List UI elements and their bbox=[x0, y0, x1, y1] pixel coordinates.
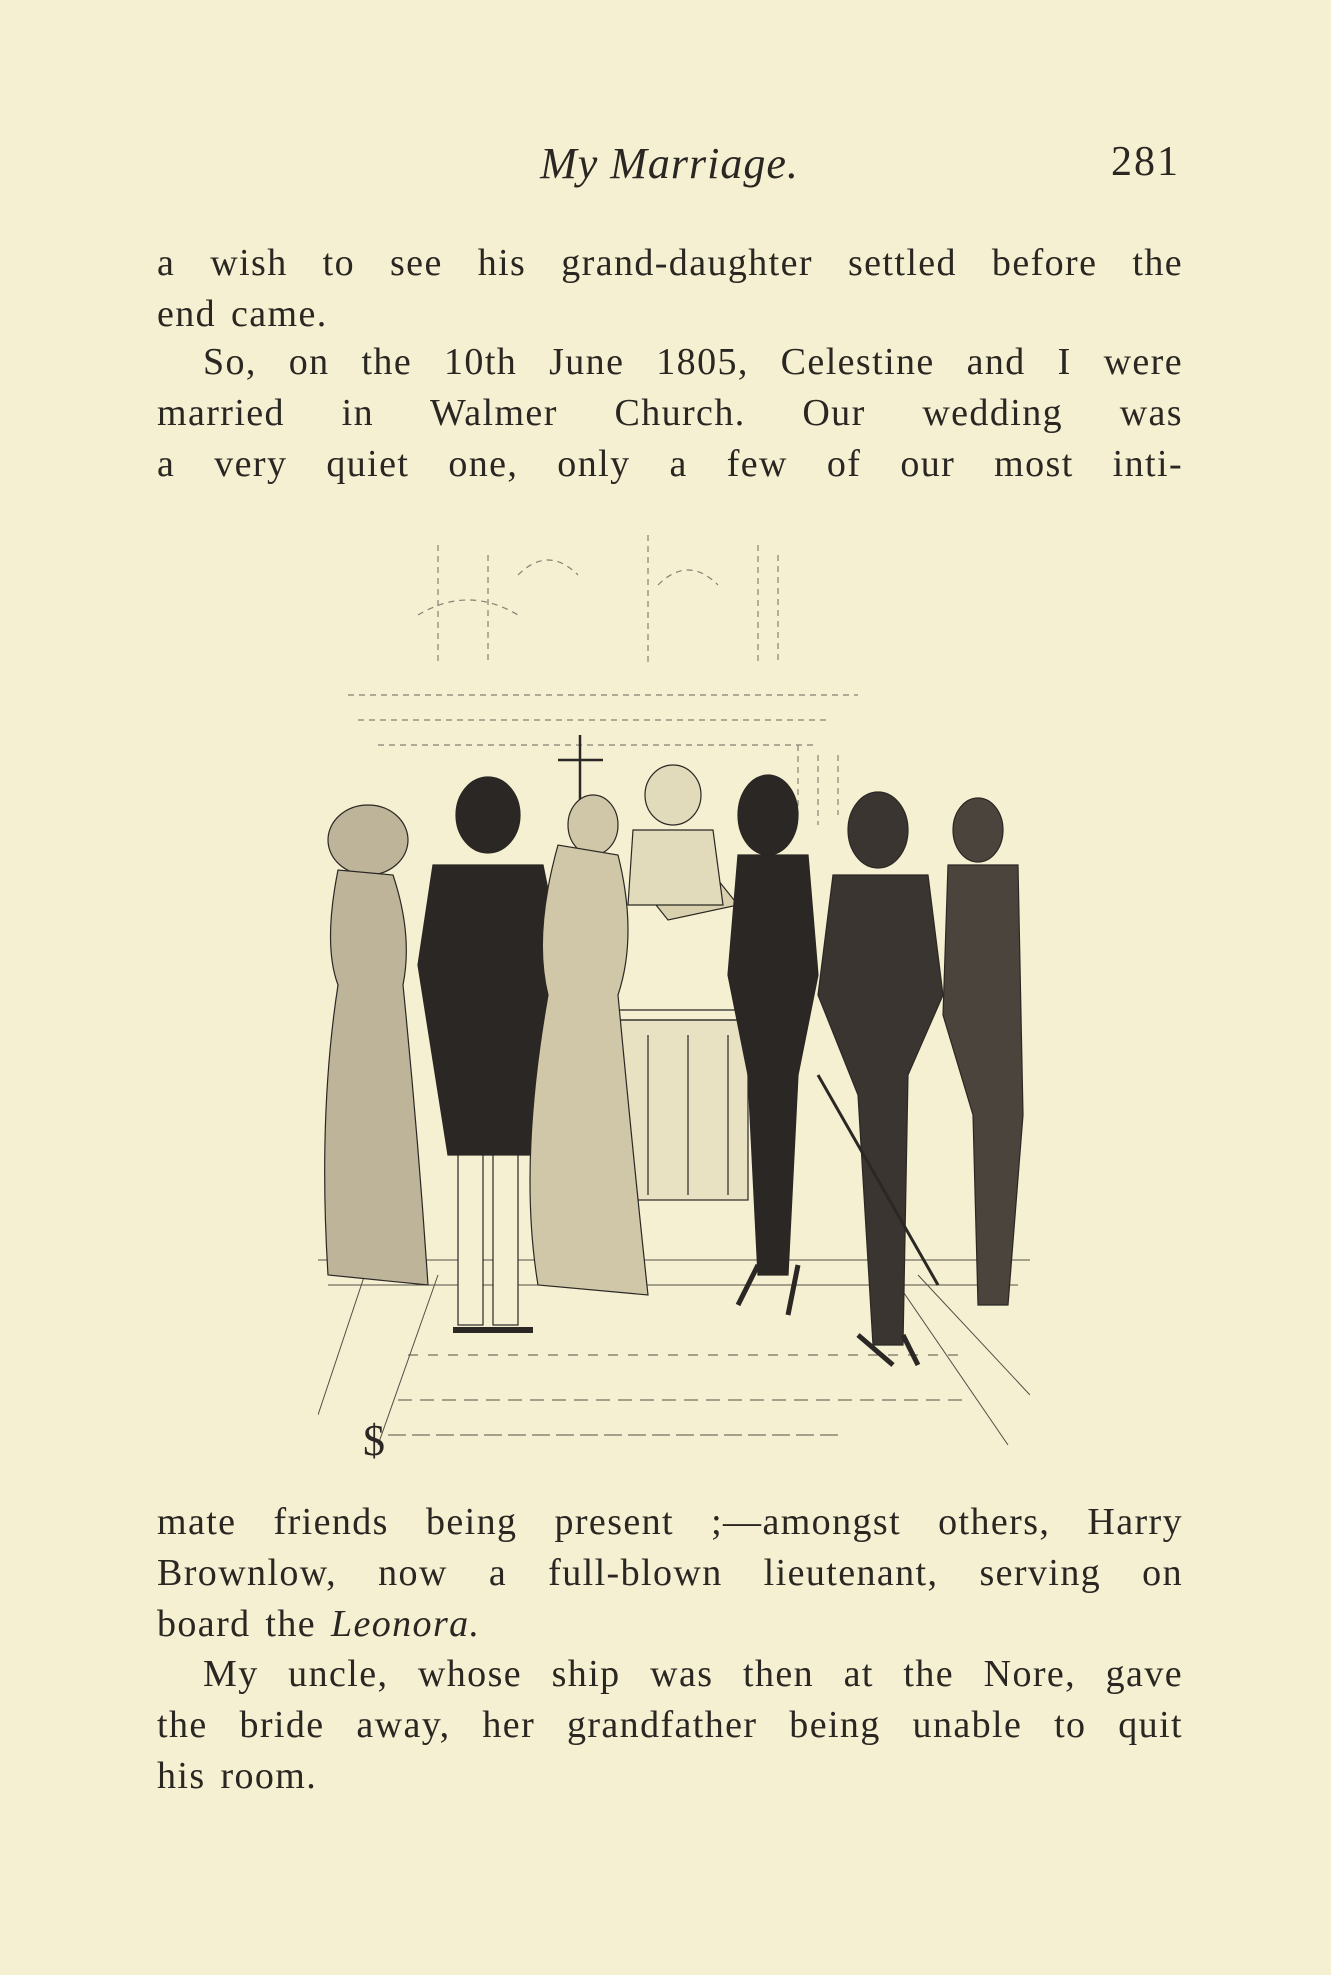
wedding-engraving-icon bbox=[318, 515, 1030, 1477]
text-line: the bride away, her grandfather being unable to quit bbox=[157, 1704, 1183, 1746]
text-line: Brownlow, now a full-blown lieutenant, serving on bbox=[157, 1552, 1183, 1594]
text-line: married in Walmer Church. Our wedding was bbox=[157, 392, 1183, 434]
ship-name: Leonora. bbox=[330, 1603, 481, 1645]
text-line: end came. bbox=[157, 293, 328, 335]
wedding-illustration bbox=[318, 515, 1030, 1477]
paragraph-2 bbox=[157, 337, 1183, 490]
paragraph-4 bbox=[157, 1649, 1183, 1802]
artist-monogram: $ bbox=[363, 1416, 385, 1465]
paragraph-1 bbox=[157, 238, 1183, 340]
page-header bbox=[157, 138, 1182, 198]
text-line: a wish to see his grand-daughter settled before the bbox=[157, 242, 1183, 284]
text-line: a very quiet one, only a few of our most inti- bbox=[157, 443, 1183, 485]
text-line: My uncle, whose ship was then at the Nore, gave bbox=[203, 1653, 1183, 1695]
text-line: mate friends being present ;—amongst others, Harry bbox=[157, 1501, 1183, 1543]
paragraph-3 bbox=[157, 1497, 1183, 1650]
text-fragment: board the bbox=[157, 1603, 331, 1645]
text-line bbox=[157, 1599, 1183, 1650]
text-line: So, on the 10th June 1805, Celestine and I were bbox=[203, 341, 1183, 383]
page-number: 281 bbox=[1111, 139, 1180, 185]
text-line: his room. bbox=[157, 1755, 318, 1797]
running-title: My Marriage. bbox=[540, 139, 799, 188]
